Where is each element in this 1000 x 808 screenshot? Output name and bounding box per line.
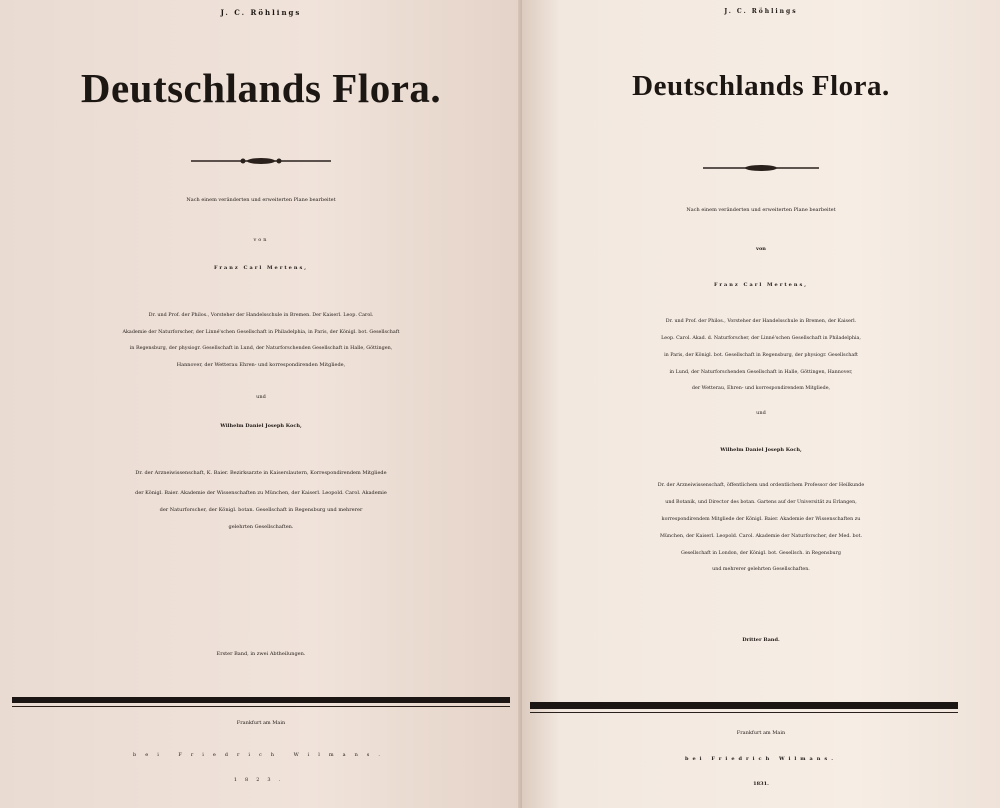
volume-label: Dritter Band. — [742, 637, 780, 643]
editor-2-credential-line: und mehrerer gelehrten Gesellschaften. — [712, 567, 810, 572]
subtitle: Nach einem veränderten und erweiterten Plane bearbeitet — [686, 207, 836, 213]
editor-2-credential-line: und Botanik, und Director des botan. Gartens auf der Universität zu Erlangen, — [665, 500, 857, 505]
volume-label: Erster Band, in zwei Abtheilungen. — [216, 651, 306, 657]
editor-2-credential-line: Dr. der Arzneiwissenschaft, öffentlichem und ordentlichem Professor der Heilkunde — [657, 482, 865, 488]
editor-2-credential-line: München, der Kaiserl. Leopold. Carol. Akademie der Naturforscher, der Med. bot. — [659, 533, 863, 539]
editor-2-credential-line: korrespondirendem Mitgliede der Königl. Baier. Akademie der Wissenschaften zu — [661, 517, 861, 522]
year-label: 1831. — [753, 781, 769, 787]
city-label: Frankfurt am Main — [236, 720, 286, 726]
von-label: von — [253, 237, 269, 243]
editor-1-credential-line: der Wetterau, Ehren- und korrespondirendem Mitgliede, — [691, 386, 831, 391]
editor-2-name: Wilhelm Daniel Joseph Koch, — [220, 423, 302, 429]
year-label: 1823. — [233, 777, 289, 783]
editor-2-credential-line: Gesellschaft in London, der Königl. bot. Gesellsch. in Regensburg — [681, 551, 841, 556]
editor-2-name: Wilhelm Daniel Joseph Koch, — [720, 447, 802, 453]
ornament-divider — [703, 159, 819, 178]
editor-1-credential-line: Akademie der Naturforscher, der Linné'schen Gesellschaft in Philadelphia, in Paris, der Königl. bot. Gesellschaft — [122, 329, 400, 335]
editor-2-credential-line: Dr. der Arzneiwissenschaft, K. Baier. Bezirksarzte in Kaiserslautern, Korrespondirendem Mitgliede — [135, 470, 387, 476]
double-rule — [530, 702, 958, 709]
von-label: von — [756, 246, 766, 252]
editor-1-credential-line: in Regensburg, der physiogr. Gesellschaft in Lund, der Naturforschenden Gesellschaft in Halle, Göttingen, — [129, 345, 393, 351]
editor-2-credential-line: der Naturforscher, der Königl. botan. Gesellschaft in Regensburg und mehrerer — [159, 507, 363, 513]
author-heading: J. C. Röhlings — [220, 8, 302, 17]
editor-1-credential-line: Dr. und Prof. der Philos., Vorsteher der Handelsschule in Bremen, der Kaiserl. — [665, 319, 857, 324]
ornament-divider — [191, 152, 331, 171]
thin-rule — [530, 712, 958, 713]
double-rule — [12, 697, 510, 703]
book-title: Deutschlands Flora. — [632, 70, 890, 102]
publisher-label: bei Friedrich Wilmans. — [685, 756, 837, 762]
subtitle: Nach einem veränderten und erweiterten Plane bearbeitet — [186, 197, 336, 203]
publisher-label: bei Friedrich Wilmans. — [133, 752, 389, 758]
title-page-right — [522, 0, 1000, 808]
und-label: und — [256, 394, 266, 400]
editor-1-credential-line: Dr. und Prof. der Philos., Vorsteher der Handelsschule in Bremen. Der Kaiserl. Leop. Carol. — [148, 312, 374, 318]
city-label: Frankfurt am Main — [736, 730, 786, 736]
editor-2-credential-line: gelehrten Gesellschaften. — [228, 524, 294, 530]
editor-2-credential-line: der Königl. Baier. Akademie der Wissenschaften zu München, der Kaiserl. Leopold. Carol. Akademie — [135, 490, 387, 496]
thin-rule — [12, 706, 510, 707]
editor-1-name: Franz Carl Mertens, — [213, 265, 309, 271]
editor-1-credential-line: Hannover, der Wetterau Ehren- und korrespondirenden Mitgliede, — [176, 362, 346, 368]
editor-1-credential-line: Leop. Carol. Akad. d. Naturforscher, der Linné'schen Gesellschaft in Philadelphia, — [661, 336, 861, 341]
editor-1-credential-line: in Paris, der Königl. bot. Gesellschaft in Regensburg, der physiogr. Gesellschaft — [664, 353, 858, 358]
editor-1-credential-line: in Lund, der Naturforschenden Gesellschaft in Halle, Göttingen, Hannover, — [669, 370, 853, 375]
book-title: Deutschlands Flora. — [80, 65, 442, 111]
und-label: und — [756, 410, 766, 416]
author-heading: J. C. Röhlings — [724, 8, 798, 15]
editor-1-name: Franz Carl Mertens, — [713, 282, 809, 288]
